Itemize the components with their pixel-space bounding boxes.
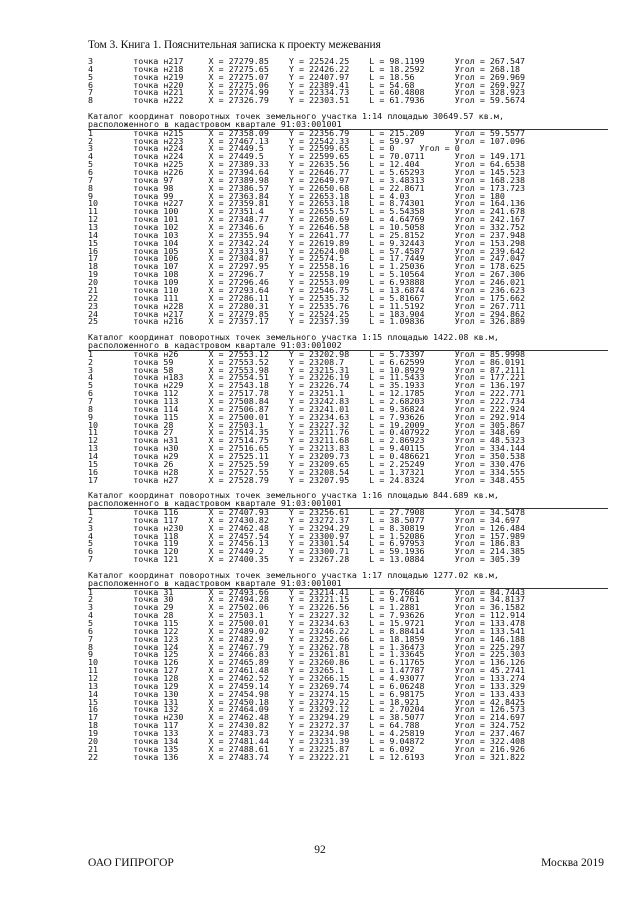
footer-city-year: Москва 2019 — [541, 857, 604, 869]
coordinate-row: 16 точка 132 X = 27464.09 Y = 23292.12 L = 2.70204 Угол = 126.573 — [88, 706, 526, 715]
coordinate-row: 12 точка 101 X = 27348.77 Y = 22650.69 L = 4.64769 Угол = 242.167 — [88, 216, 526, 225]
coordinate-row: 8 точка 114 X = 27506.87 Y = 23241.01 L = 9.36824 Угол = 222.924 — [88, 405, 526, 414]
coordinate-row: 7 точка 123 X = 27482.9 Y = 23252.66 L = 18.1859 Угол = 146.188 — [88, 635, 526, 644]
coordinate-row: 7 точка 121 X = 27400.35 Y = 23267.28 L = 13.0884 Угол = 305.39 — [88, 556, 521, 564]
footer-organization: ОАО ГИПРОГОР — [88, 857, 174, 869]
coordinate-row: 7 точка 97 X = 27389.98 Y = 22649.97 L = 3.48313 Угол = 168.238 — [88, 176, 526, 185]
coordinate-row: 8 точка 124 X = 27467.79 Y = 23262.78 L = 1.36473 Угол = 225.297 — [88, 643, 526, 652]
coordinate-row: 4 точка 118 X = 27457.54 Y = 23300.97 L = 1.52086 Угол = 157.989 — [88, 532, 526, 541]
coordinate-row: 10 точка 126 X = 27465.89 Y = 23260.86 L = 6.11765 Угол = 136.126 — [88, 659, 526, 668]
catalog-caption: Каталог координат поворотных точек земельного участка 1:15 площадью 1422.08 кв.м, — [88, 334, 499, 342]
coordinate-row: 3 точка 58 X = 27553.98 Y = 23215.31 L = 10.8929 Угол = 87.2111 — [88, 366, 526, 375]
coordinate-row: 11 точка 127 X = 27461.48 Y = 23265.1 L = 1.47787 Угол = 45.2741 — [88, 667, 526, 676]
coordinate-row: 21 точка 110 X = 27293.64 Y = 22546.75 L = 13.6874 Угол = 236.623 — [88, 286, 526, 295]
coordinate-row: 14 точка 103 X = 27355.94 Y = 22641.77 L = 25.8152 Угол = 237.948 — [88, 231, 526, 240]
catalog-caption-location: расположенного в кадастровом квартале 91:03:001002 — [88, 342, 608, 351]
coordinate-row: 17 точка 106 X = 27304.87 Y = 22574.5 L = 17.7449 Угол = 247.047 — [88, 255, 526, 264]
catalog-caption: Каталог координат поворотных точек земельного участка 1:16 площадью 844.689 кв.м, — [88, 492, 499, 501]
coordinate-row: 19 точка 108 X = 27296.7 Y = 22558.19 L = 5.10564 Угол = 267.306 — [88, 271, 526, 280]
catalog-section — [88, 492, 608, 564]
coordinate-row: 2 точка 30 X = 27494.28 Y = 23221.15 L = 9.4761 Угол = 34.8137 — [88, 596, 526, 605]
coordinate-row: 8 точка н222 X = 27326.79 Y = 22303.51 L = 61.7936 Угол = 59.5674 — [88, 97, 526, 106]
coordinate-row: 9 точка 115 X = 27500.01 Y = 23234.63 L = 7.93626 Угол = 292.914 — [88, 413, 526, 422]
coordinate-row: 6 точка 122 X = 27489.02 Y = 23246.22 L = 8.88414 Угол = 133.541 — [88, 627, 526, 636]
catalog-caption-location: расположенного в кадастровом квартале 91:03:001001 — [88, 121, 608, 130]
coordinate-row: 6 точка 120 X = 27449.2 Y = 23300.71 L = 59.1936 Угол = 214.385 — [88, 548, 526, 557]
coordinate-row: 23 точка н228 X = 27280.31 Y = 22535.76 L = 11.5192 Угол = 267.711 — [88, 302, 526, 311]
page-number: 92 — [314, 844, 326, 856]
coordinate-row: 1 точка 116 X = 27407.93 Y = 23256.61 L = 27.7908 Угол = 34.5478 — [88, 508, 526, 517]
coordinate-row: 1 точка 31 X = 27493.66 Y = 23214.41 L = 6.76846 Угол = 84.7443 — [88, 588, 526, 597]
coordinate-row: 4 точка 28 X = 27503.1 Y = 23227.32 L = 7.93626 Угол = 112.914 — [88, 612, 526, 621]
coordinate-row: 14 точка н29 X = 27525.11 Y = 23209.73 L = 0.486621 Угол = 350.538 — [88, 452, 526, 461]
coordinate-row: 2 точка 117 X = 27430.82 Y = 23272.37 L = 38.5077 Угол = 34.697 — [88, 516, 521, 525]
coordinate-row: 16 точка 105 X = 27333.91 Y = 22624.08 L = 57.4587 Угол = 239.642 — [88, 247, 526, 256]
coordinate-row: 5 точка н219 X = 27275.07 Y = 22407.97 L = 18.56 Угол = 269.969 — [88, 73, 526, 82]
catalog-section — [88, 58, 608, 105]
coordinate-row: 25 точка н216 X = 27357.17 Y = 22357.39 L = 1.09836 Угол = 326.889 — [88, 318, 526, 327]
coordinate-row: 6 точка н220 X = 27275.06 Y = 22389.41 L = 54.68 Угол = 269.927 — [88, 81, 526, 90]
coordinate-row: 8 точка 98 X = 27386.57 Y = 22650.68 L = 22.8671 Угол = 173.723 — [88, 184, 526, 193]
coordinate-row: 9 точка 99 X = 27363.84 Y = 22653.18 L = 4.03 Угол = 180 — [88, 192, 505, 201]
coordinate-row: 4 точка н224 X = 27449.5 Y = 22599.65 L = 70.0711 Угол = 149.171 — [88, 153, 526, 162]
coordinate-row: 2 точка н223 X = 27467.13 Y = 22542.33 L = 59.97 Угол = 107.096 — [88, 137, 526, 146]
coordinate-row: 1 точка н215 X = 27358.09 Y = 22356.79 L = 215.209 Угол = 59.5577 — [88, 129, 526, 138]
coordinate-row: 10 точка н227 X = 27359.81 Y = 22653.18 L = 8.74301 Угол = 164.136 — [88, 200, 526, 209]
coordinate-row: 3 точка н224 X = 27449.5 Y = 22599.65 L = 0 Угол = 0 — [88, 145, 460, 154]
coordinate-row: 20 точка 109 X = 27296.46 Y = 22553.09 L = 6.93888 Угол = 246.021 — [88, 279, 526, 287]
coordinate-row: 13 точка 102 X = 27346.6 Y = 22646.58 L = 10.5058 Угол = 332.752 — [88, 224, 526, 232]
coordinate-row: 5 точка 115 X = 27500.01 Y = 23234.63 L = 15.9721 Угол = 133.478 — [88, 620, 526, 628]
coordinate-row: 3 точка н230 X = 27462.48 Y = 23294.29 L = 8.30819 Угол = 126.484 — [88, 524, 526, 533]
coordinate-row: 6 точка н226 X = 27394.64 Y = 22646.77 L = 5.65293 Угол = 145.523 — [88, 169, 526, 177]
catalog-section — [88, 572, 608, 762]
page-header: Том 3. Книга 1. Пояснительная записка к проекту межевания — [88, 39, 381, 51]
coordinate-catalog — [88, 58, 608, 761]
coordinate-row: 11 точка 27 X = 27514.35 Y = 23211.76 L = 0.407922 Угол = 348.69 — [88, 429, 521, 438]
coordinate-row: 12 точка 128 X = 27462.52 Y = 23266.15 L = 4.93077 Угол = 133.274 — [88, 675, 526, 683]
catalog-section — [88, 113, 608, 326]
coordinate-row: 19 точка 133 X = 27483.73 Y = 23234.98 L = 4.25819 Угол = 237.467 — [88, 730, 526, 738]
coordinate-row: 7 точка н221 X = 27274.99 Y = 22334.73 L = 60.4808 Угол = 328.923 — [88, 89, 526, 98]
coordinate-row: 11 точка 100 X = 27351.4 Y = 22655.57 L = 5.54358 Угол = 241.678 — [88, 208, 526, 217]
catalog-caption-location: расположенного в кадастровом квартале 91:03:001001 — [88, 500, 608, 509]
coordinate-row: 4 точка н218 X = 27275.65 Y = 22426.22 L = 18.2592 Угол = 268.18 — [88, 65, 521, 74]
coordinate-row: 17 точка н230 X = 27462.48 Y = 23294.29 L = 38.5077 Угол = 214.697 — [88, 714, 526, 723]
coordinate-row: 3 точка н217 X = 27279.85 Y = 22524.25 L = 98.1199 Угол = 267.547 — [88, 58, 526, 66]
coordinate-row: 5 точка н229 X = 27543.18 Y = 23226.74 L = 35.1933 Угол = 136.197 — [88, 382, 526, 391]
coordinate-row: 18 точка 107 X = 27297.95 Y = 22558.16 L = 1.25036 Угол = 178.625 — [88, 263, 526, 272]
coordinate-row: 24 точка н217 X = 27279.85 Y = 22524.25 L = 183.904 Угол = 294.862 — [88, 310, 526, 319]
coordinate-row: 3 точка 29 X = 27502.06 Y = 23226.56 L = 1.2881 Угол = 36.1582 — [88, 604, 526, 613]
coordinate-row: 22 точка 136 X = 27483.74 Y = 23222.21 L = 12.6193 Угол = 321.822 — [88, 753, 526, 762]
catalog-section — [88, 334, 608, 484]
coordinate-row: 17 точка н27 X = 27528.79 Y = 23207.95 L = 24.8324 Угол = 348.455 — [88, 476, 526, 485]
coordinate-row: 13 точка 129 X = 27459.14 Y = 23269.74 L = 6.06248 Угол = 133.329 — [88, 682, 526, 691]
coordinate-row: 4 точка н183 X = 27554.51 Y = 23226.19 L = 11.5433 Угол = 177.221 — [88, 374, 526, 383]
catalog-caption: Каталог координат поворотных точек земельного участка 1:14 площадью 30649.57 кв.м, — [88, 113, 505, 121]
catalog-caption-location: расположенного в кадастровом квартале 91:03:001001 — [88, 580, 608, 589]
coordinate-row: 5 точка 119 X = 27456.13 Y = 23301.54 L = 6.97953 Угол = 186.83 — [88, 540, 521, 549]
coordinate-row: 10 точка 28 X = 27503.1 Y = 23227.32 L = 19.2009 Угол = 305.867 — [88, 421, 526, 430]
coordinate-row: 13 точка н30 X = 27516.65 Y = 23213.83 L = 9.40115 Угол = 334.144 — [88, 445, 526, 453]
coordinate-row: 7 точка 113 X = 27508.84 Y = 23242.83 L = 2.68203 Угол = 222.734 — [88, 397, 526, 406]
coordinate-row: 2 точка 59 X = 27553.52 Y = 23208.7 L = 6.62599 Угол = 86.0191 — [88, 358, 526, 367]
coordinate-row: 9 точка 125 X = 27466.83 Y = 23261.81 L = 1.33645 Угол = 225.303 — [88, 651, 526, 660]
coordinate-row: 5 точка н225 X = 27389.33 Y = 22635.56 L = 12.404 Угол = 64.6538 — [88, 161, 526, 170]
coordinate-row: 14 точка 130 X = 27454.98 Y = 23274.15 L = 6.98175 Угол = 133.433 — [88, 690, 526, 699]
coordinate-row: 16 точка н28 X = 27527.55 Y = 23208.54 L = 1.37321 Угол = 334.555 — [88, 468, 526, 477]
coordinate-row: 22 точка 111 X = 27286.11 Y = 22535.32 L = 5.81667 Угол = 175.662 — [88, 294, 526, 303]
coordinate-row: 20 точка 134 X = 27481.44 Y = 23231.39 L = 9.04872 Угол = 322.408 — [88, 737, 526, 746]
coordinate-row: 12 точка н31 X = 27514.75 Y = 23211.68 L = 2.86923 Угол = 48.5323 — [88, 437, 526, 446]
coordinate-row: 18 точка 117 X = 27430.82 Y = 23272.37 L = 64.788 Угол = 324.752 — [88, 722, 526, 731]
coordinate-row: 6 точка 112 X = 27517.78 Y = 23251.1 L = 12.1785 Угол = 222.771 — [88, 390, 526, 398]
catalog-caption: Каталог координат поворотных точек земельного участка 1:17 площадью 1277.02 кв.м, — [88, 571, 499, 580]
coordinate-row: 15 точка 131 X = 27450.18 Y = 23279.22 L = 18.921 Угол = 42.8425 — [88, 698, 526, 707]
coordinate-row: 1 точка н26 X = 27553.12 Y = 23202.98 L = 5.73397 Угол = 85.9998 — [88, 350, 526, 359]
coordinate-row: 15 точка 26 X = 27525.59 Y = 23209.65 L = 2.25249 Угол = 330.476 — [88, 460, 526, 469]
coordinate-row: 21 точка 135 X = 27488.61 Y = 23225.87 L = 6.092 Угол = 216.926 — [88, 745, 526, 754]
coordinate-row: 15 точка 104 X = 27342.24 Y = 22619.89 L = 9.32443 Угол = 153.298 — [88, 239, 526, 248]
